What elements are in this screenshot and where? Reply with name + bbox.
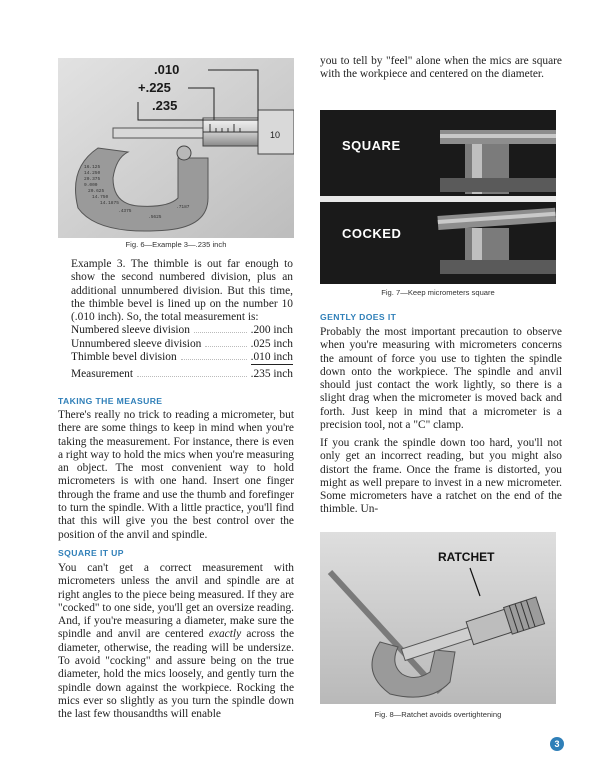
row-label: Numbered sleeve division [71, 324, 190, 337]
svg-text:.7187: .7187 [176, 205, 190, 210]
svg-text:.4375: .4375 [118, 209, 132, 214]
label-cocked: COCKED [342, 226, 402, 241]
figure-6-caption: Fig. 6—Example 3—.235 inch [125, 240, 227, 249]
svg-text:14.250: 14.250 [84, 171, 101, 176]
example-3-text: Example 3. The thimble is out far enough to show the second numbered division, plus an additional unnumbered division. But this time, the thimble bevel is lined up on the number 10 (.010 inch). So, the total measurement is: [71, 258, 293, 324]
page-number: 3 [550, 737, 564, 751]
figure-8-caption: Fig. 8—Ratchet avoids overtightening [374, 710, 502, 719]
callout-010: .010 [154, 62, 180, 77]
svg-text:14.1875: 14.1875 [100, 201, 119, 206]
row-label: Thimble bevel division [71, 351, 177, 364]
example-3-block [71, 258, 293, 382]
table-row [71, 338, 293, 351]
heading-taking-the-measure: TAKING THE MEASURE [58, 396, 163, 406]
svg-text:9.000: 9.000 [84, 183, 98, 188]
total-value: .235 inch [250, 368, 293, 381]
figure-8-photo [320, 532, 556, 704]
gently-does-it-text-2: If you crank the spindle down too hard, you'll not only get an incorrect reading, but you might also distort the frame. Once the frame is distorted, you might as well prepare to invest in a new micrometer. Some micrometers have a ratchet on the end of the thimble. Un- [320, 437, 562, 516]
heading-gently-does-it: GENTLY DOES IT [320, 312, 397, 322]
heading-square-it-up: SQUARE IT UP [58, 548, 124, 558]
square-it-up-text: You can't get a correct measurement with micrometers unless the anvil and spindle are at right angles to the piece being measured. If they are "cocked" to one side, you'll get an oversize reading. And, if you're measuring a diameter, make sure the spindle and anvil are centered exactly across the diameter, otherwise, the reading will be undersize. To avoid "cocking" and assure being on the true diameter, hold the mics loosely, and gently turn the spindle down against the workpiece. Rocking the mics ever so slightly as you turn the spindle down the last few thousandths will enable [58, 562, 295, 721]
row-value: .200 inch [250, 324, 293, 337]
row-label: Unnumbered sleeve division [71, 337, 202, 350]
micrometer-scale-illustration [58, 58, 294, 238]
table-total-row [71, 368, 293, 381]
callout-235: .235 [152, 98, 178, 113]
callout-225: +.225 [138, 80, 171, 95]
svg-text:14.750: 14.750 [92, 195, 109, 200]
row-value: .010 inch [251, 351, 293, 365]
measurement-table [71, 324, 293, 381]
square-it-up-continued: you to tell by "feel" alone when the mics are square with the workpiece and centered on the diameter. [320, 55, 562, 81]
table-row [71, 324, 293, 337]
svg-text:16.125: 16.125 [84, 165, 101, 170]
figure-6-photo [58, 58, 294, 238]
total-label: Measurement [71, 368, 133, 381]
table-row [71, 351, 293, 365]
row-value: .025 inch [250, 337, 293, 350]
label-ratchet: RATCHET [438, 550, 495, 564]
svg-text:10: 10 [270, 130, 281, 140]
svg-text:20.375: 20.375 [84, 177, 101, 182]
figure-7-photo [320, 110, 556, 284]
svg-text:20.625: 20.625 [88, 189, 105, 194]
taking-the-measure-text: There's really no trick to reading a micrometer, but there are some things to keep in mind when you're taking the measurement. For instance, there is even a right way to hold the mics when you're measuring an object. The most convenient way to hold micrometers is with one hand. Insert one finger through the frame and use the thumb and forefinger to turn the spindle. With a little practice, you'll find that this will give you the best control over the position of the anvil and spindle. [58, 409, 294, 541]
gently-does-it-text-1: Probably the most important precaution to observe when you're measuring with micrometers concerns the amount of force you use to tighten the spindle down onto the workpiece. The spindle and anvil should just contact the work lightly, so there is a slight drag when the micrometer is moved back and forth. Just keep in mind that a micrometer is a precision tool, not a "C" clamp. [320, 326, 562, 432]
svg-text:.5625: .5625 [148, 215, 162, 220]
figure-7-caption: Fig. 7—Keep micrometers square [381, 288, 495, 297]
label-square: SQUARE [342, 138, 401, 153]
